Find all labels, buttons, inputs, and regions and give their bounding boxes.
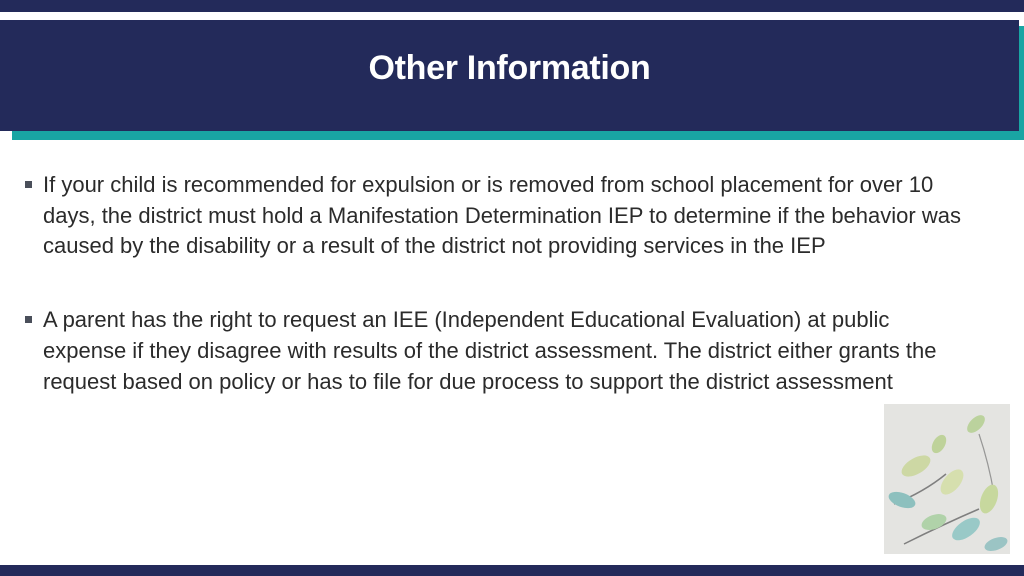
slide-title: Other Information [368,49,651,87]
square-bullet-icon [25,181,32,188]
leaf-sprig-icon [884,404,1010,554]
bullet-text: A parent has the right to request an IEE (Independent Educational Evaluation) at public expense if they disagree with results of the district assessment. The district either grants the request based on policy or has to file for due process to support the district assessment [43,307,937,394]
bullet-list [25,170,975,440]
bullet-item [25,305,975,397]
bullet-text: If your child is recommended for expulsion or is removed from school placement for over 10 days, the district must hold a Manifestation Determination IEP to determine if the behavior was caused by the disability or a result of the district not providing services in the IEP [43,172,961,259]
square-bullet-icon [25,316,32,323]
bullet-item [25,170,975,262]
top-accent-bar [0,0,1024,12]
bottom-accent-bar [0,565,1024,576]
